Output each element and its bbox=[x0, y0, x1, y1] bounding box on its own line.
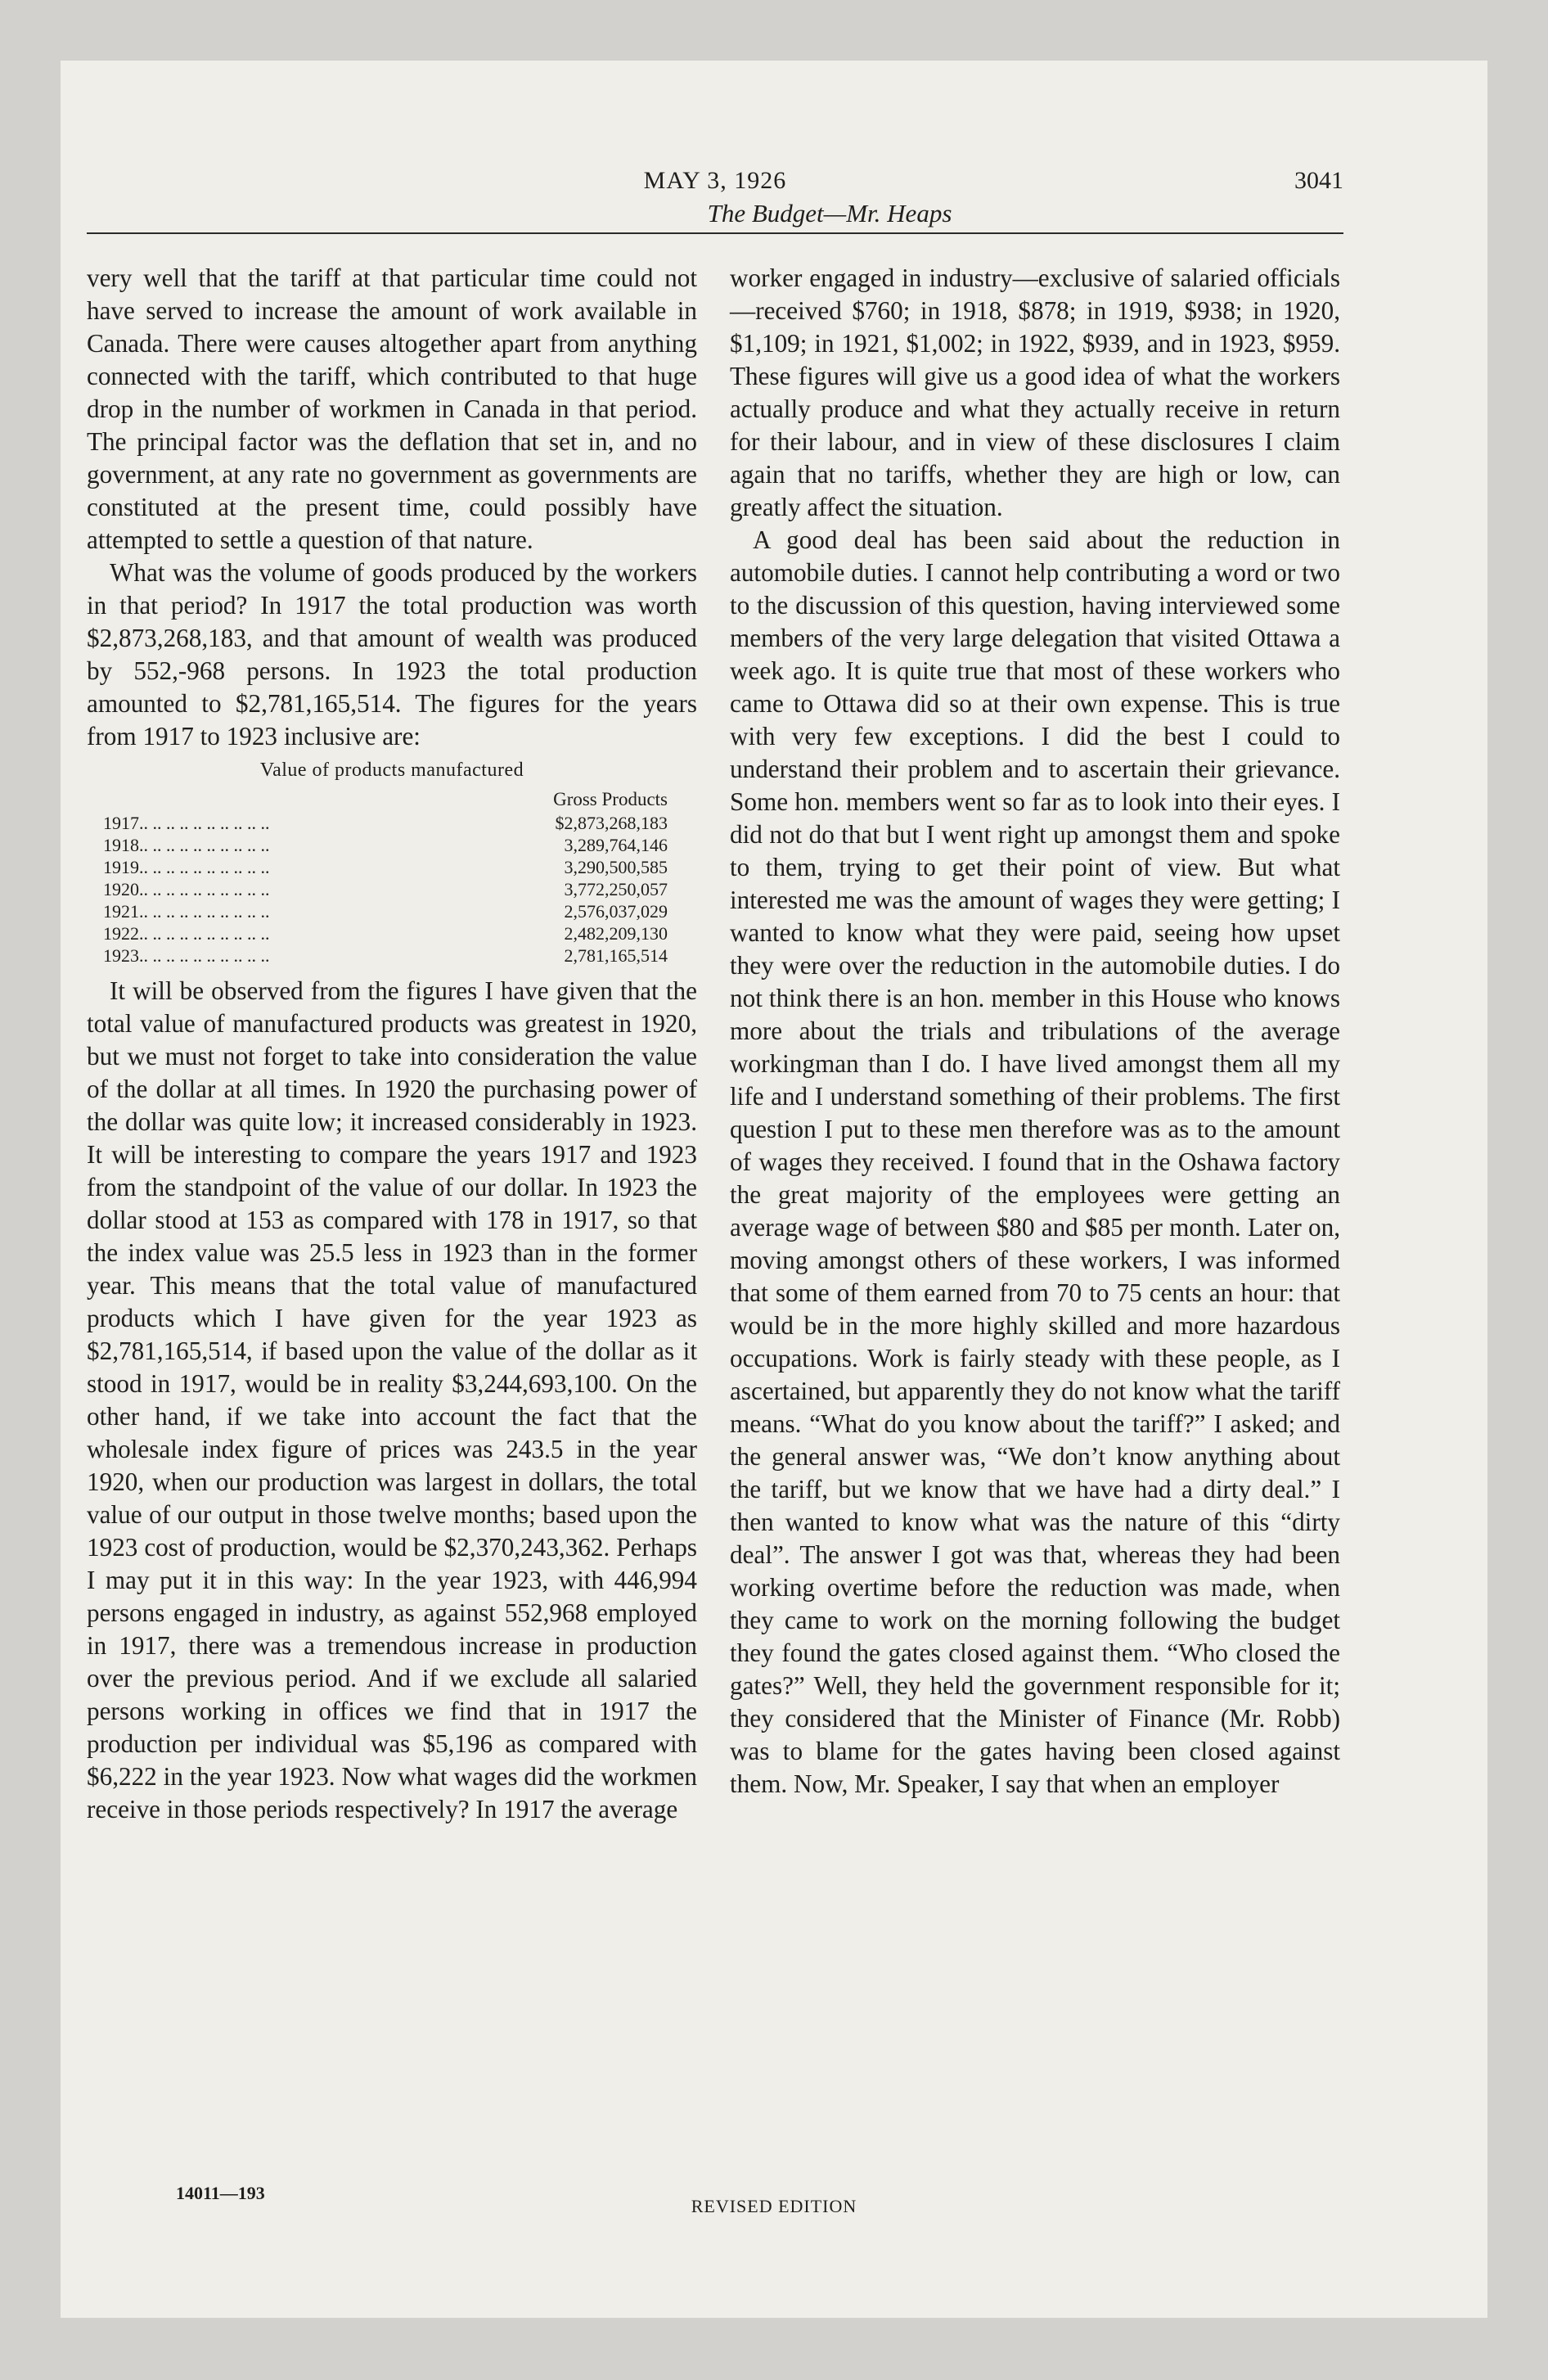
header-date: MAY 3, 1926 bbox=[643, 167, 787, 194]
table-row bbox=[103, 834, 674, 856]
header-running-title: The Budget—Mr. Heaps bbox=[707, 199, 952, 228]
right-paragraph-2: A good deal has been said about the reduction in automobile duties. I cannot help contributing a word or two to the discussion of this question, having interviewed some members of the very large delegation that visited Ottawa a week ago. It is quite true that most of these workers who came to Ottawa did so at their own expense. This is true with very few exceptions. I did the best I could to understand their problem and to ascertain their grievance. Some hon. members went so far as to look into their eyes. I did not do that but I went right up amongst them and spoke to them, trying to get their point of view. But what interested me was the amount of wages they were getting; I wanted to know what they were paid, seeing how upset they were over the reduction in the automobile duties. I do not think there is an hon. member in this House who knows more about the trials and tribulations of the average workingman than I do. I have lived amongst them all my life and I understand something of their problems. The first question I put to these men therefore was as to the amount of wages they received. I found that in the Oshawa factory the great majority of the employees were getting an average wage of between $80 and $85 per month. Later on, moving amongst others of these workers, I was informed that some of them earned from 70 to 75 cents an hour: that would be in the more highly skilled and more hazardous occupations. Work is fairly steady with these people, as I ascertained, but apparently they do not know what the tariff means. “What do you know about the tariff?” I asked; and the general answer was, “We don’t know anything about the tariff, but we know that we have had a dirty deal.” I then wanted to know what was the nature of this “dirty deal”. The answer I got was that, whereas they had been working overtime before the reduction was made, when they came to work on the morning following the budget they found the gates closed against them. “Who closed the gates?” Well, they held the government responsible for it; they considered that the Minister of Finance (Mr. Robb) was to blame for the gates having been closed against them. Now, Mr. Speaker, I say that when an employer bbox=[730, 525, 1340, 1798]
table-row bbox=[103, 922, 674, 944]
table-year: 1917.. .. .. .. .. .. .. .. .. .. bbox=[103, 813, 270, 833]
table-year: 1923.. .. .. .. .. .. .. .. .. .. bbox=[103, 945, 270, 966]
table-row bbox=[103, 856, 674, 878]
left-column bbox=[87, 262, 697, 1826]
table-header-row bbox=[103, 786, 674, 812]
table-value: 3,289,764,146 bbox=[564, 835, 668, 855]
table-year: 1918.. .. .. .. .. .. .. .. .. .. bbox=[103, 835, 270, 855]
table-value: 3,772,250,057 bbox=[564, 879, 668, 899]
table-title: Value of products manufactured bbox=[259, 760, 524, 781]
page-header bbox=[87, 105, 1343, 236]
footer-edition: REVISED EDITION bbox=[691, 2196, 857, 2216]
right-column bbox=[730, 262, 1340, 1801]
header-page-number: 3041 bbox=[1294, 167, 1343, 194]
table-row bbox=[103, 900, 674, 922]
left-paragraph-2: What was the volume of goods produced by the workers in that period? In 1917 the total production was worth $2,873,268,183, and that amount of wealth was produced by 552,-968 persons. In 1923 the total production amounted to $2,781,165,514. The figures for the years from 1917 to 1923 inclusive are: bbox=[87, 558, 697, 751]
table-year: 1922.. .. .. .. .. .. .. .. .. .. bbox=[103, 923, 270, 944]
table-row bbox=[103, 944, 674, 967]
table-value: 2,482,209,130 bbox=[564, 923, 668, 944]
table-year: 1919.. .. .. .. .. .. .. .. .. .. bbox=[103, 857, 270, 877]
table-value: $2,873,268,183 bbox=[555, 813, 668, 833]
table-year: 1920.. .. .. .. .. .. .. .. .. .. bbox=[103, 879, 270, 899]
right-paragraph-1: worker engaged in industry—exclusive of salaried officials—received $760; in 1918, $878; in 1919, $938; in 1920, $1,109; in 1921, $1,002; in 1922, $939, and in 1923, $959. These figures will give us a good idea of what the workers actually produce and what they actually receive in return for their labour, and in view of these disclosures I claim again that no tariffs, whether they are high or low, can greatly affect the situation. bbox=[730, 264, 1340, 521]
left-paragraph-3: It will be observed from the figures I have given that the total value of manufactured products was greatest in 1920, but we must not forget to take into consideration the value of the dollar at all times. In 1920 the purchasing power of the dollar was quite low; it increased considerably in 1923. It will be interesting to compare the years 1917 and 1923 from the standpoint of the value of our dollar. In 1923 the dollar stood at 153 as compared with 178 in 1917, so that the index value was 25.5 less in 1923 than in the former year. This means that the total value of manufactured products which I have given for the year 1923 as $2,781,165,514, if based upon the value of the dollar as it stood in 1917, would be in reality $3,244,693,100. On the other hand, if we take into account the fact that the wholesale index figure of prices was 243.5 in the year 1920, when our production was largest in dollars, the total value of our output in those twelve months; based upon the 1923 cost of production, would be $2,370,243,362. Perhaps I may put it in this way: In the year 1923, with 446,994 persons engaged in industry, as against 552,968 employed in 1917, there was a tremendous increase in production over the previous period. And if we exclude all salaried persons working in offices we find that in 1917 the production per individual was $5,196 as compared with $6,222 in the year 1923. Now what wages did the workmen receive in those periods respectively? In 1917 the average bbox=[87, 976, 697, 1823]
header-rule bbox=[87, 232, 1343, 234]
table-year: 1921.. .. .. .. .. .. .. .. .. .. bbox=[103, 901, 270, 922]
products-table bbox=[103, 786, 674, 967]
table-row bbox=[103, 812, 674, 834]
table-row bbox=[103, 878, 674, 900]
table-value: 3,290,500,585 bbox=[564, 857, 668, 877]
footer-print-code: 14011—193 bbox=[176, 2183, 265, 2203]
table-value: 2,781,165,514 bbox=[564, 945, 668, 966]
table-column-header: Gross Products bbox=[553, 788, 668, 809]
left-paragraph-1: very well that the tariff at that particular time could not have served to increase the amount of work available in Canada. There were causes altogether apart from anything connected with the tariff, which contributed to that huge drop in the number of workmen in Canada in that period. The principal factor was the deflation that set in, and no government, at any rate no government as governments are constituted at the present time, could possibly have attempted to settle a question of that nature. bbox=[87, 264, 697, 554]
table-value: 2,576,037,029 bbox=[564, 901, 668, 922]
